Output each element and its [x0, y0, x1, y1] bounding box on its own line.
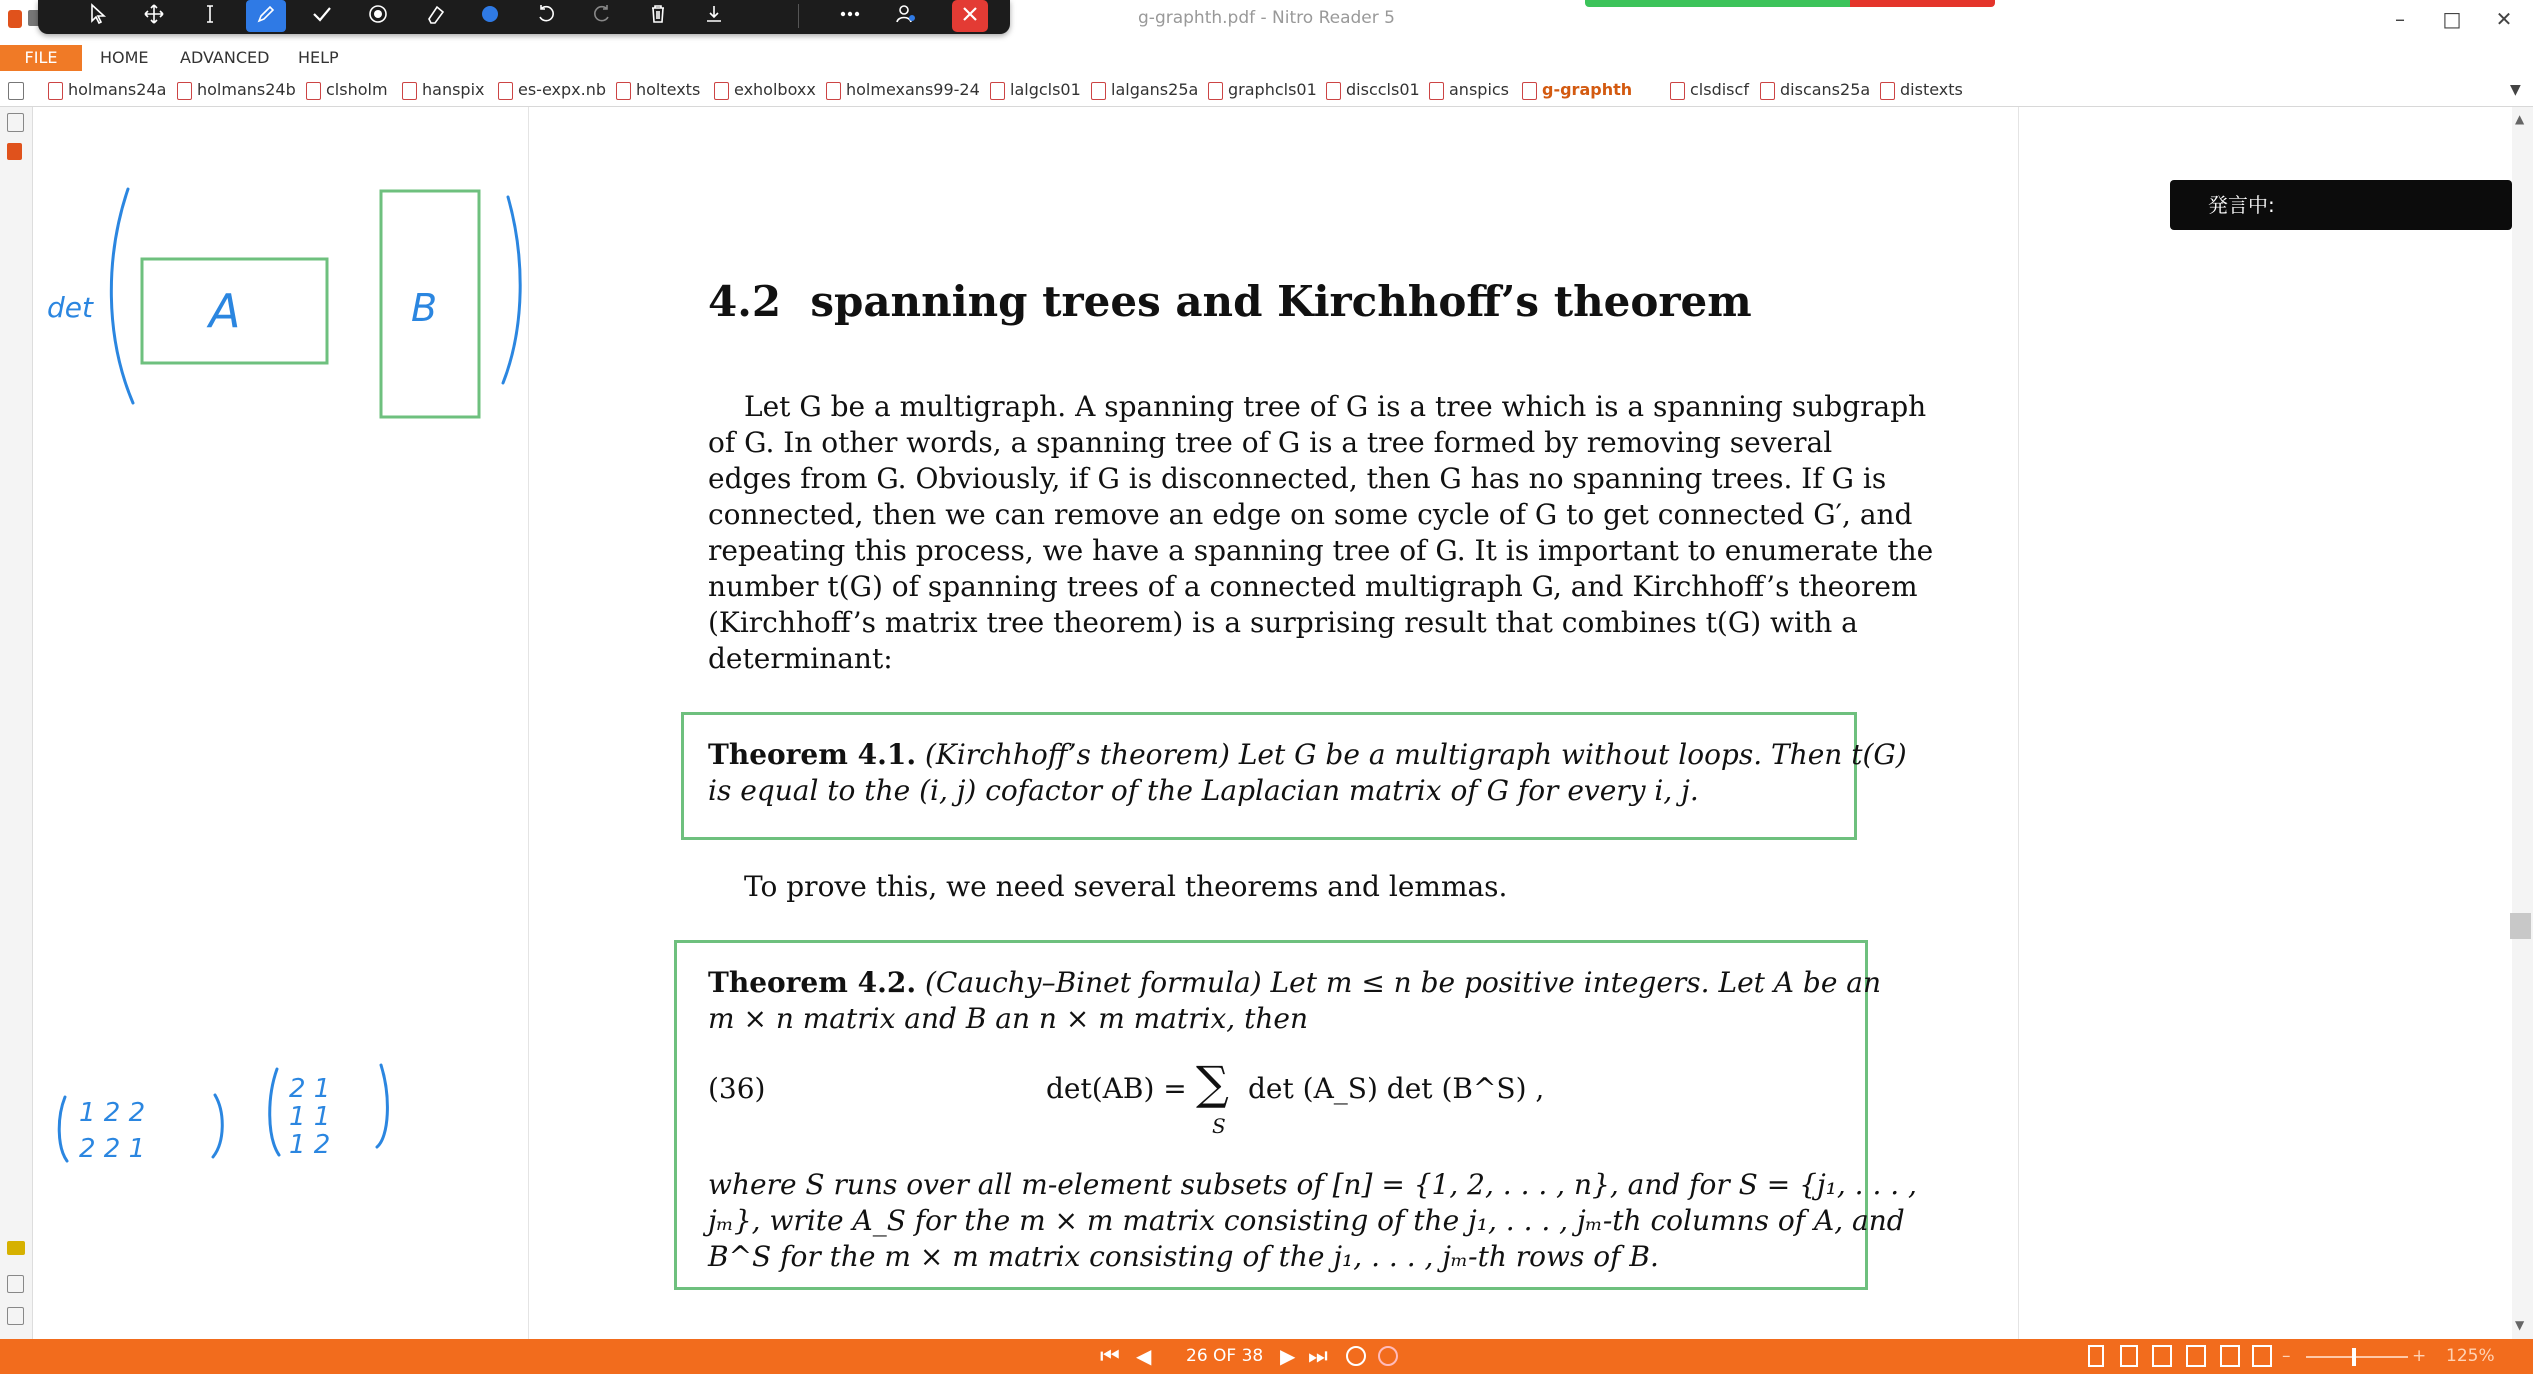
- paragraph-line: determinant:: [708, 642, 893, 675]
- previous-page-icon[interactable]: ◀: [1136, 1344, 1152, 1368]
- page-indicator[interactable]: 26 OF 38: [1186, 1346, 1264, 1366]
- tab-list-icon[interactable]: [8, 82, 24, 100]
- fit-page-icon[interactable]: [2252, 1345, 2272, 1367]
- theorem-4-1-label: Theorem 4.1.: [708, 738, 917, 771]
- back-view-icon[interactable]: [1346, 1346, 1366, 1366]
- tab-holmans24b[interactable]: holmans24b: [173, 78, 296, 102]
- continuous-view-icon[interactable]: [2120, 1345, 2138, 1367]
- eraser-icon[interactable]: [414, 0, 454, 32]
- paragraph-line: (Kirchhoff’s matrix tree theorem) is a surprising result that combines t(G) with a: [708, 606, 1858, 639]
- zoom-slider-track[interactable]: [2306, 1356, 2408, 1358]
- speaking-indicator: 発言中:: [2170, 180, 2512, 230]
- paragraph-line: number t(G) of spanning trees of a connected multigraph G, and Kirchhoff’s theorem: [708, 570, 1918, 603]
- tab-lalgans25a[interactable]: lalgans25a: [1087, 78, 1198, 102]
- tab-exholboxx[interactable]: exholboxx: [710, 78, 816, 102]
- tab-holtexts[interactable]: holtexts: [612, 78, 700, 102]
- tab-lalgcls01[interactable]: lalgcls01: [986, 78, 1081, 102]
- app-logo-icon: [8, 10, 22, 28]
- theorem-4-2-line5: B^S for the m × m matrix consisting of the j₁, . . . , jₘ-th rows of B.: [708, 1240, 1659, 1273]
- delete-icon[interactable]: [638, 0, 678, 32]
- two-page-continuous-icon[interactable]: [2186, 1345, 2206, 1367]
- layers-panel-icon[interactable]: [7, 1307, 24, 1325]
- right-paren-stroke: [503, 197, 520, 383]
- handwritten-annotations: [33, 107, 528, 1339]
- zoom-level[interactable]: 125%: [2446, 1346, 2495, 1366]
- download-icon[interactable]: [694, 0, 734, 32]
- zoom-slider-thumb[interactable]: [2352, 1348, 2356, 1366]
- two-page-view-icon[interactable]: [2152, 1345, 2172, 1367]
- maximize-button[interactable]: □: [2442, 7, 2462, 31]
- close-window-button[interactable]: ✕: [2495, 7, 2513, 31]
- theorem-4-2-line3: where S runs over all m-element subsets of [n] = {1, 2, . . . , n}, and for S = {j₁, . . . ,: [708, 1168, 1917, 1201]
- checkmark-icon[interactable]: [302, 0, 342, 32]
- section-heading: [708, 277, 1752, 326]
- equation-number: (36): [708, 1072, 766, 1105]
- more-icon[interactable]: [830, 0, 870, 32]
- annotation-a: A: [209, 284, 241, 338]
- tab-disccls01[interactable]: disccls01: [1322, 78, 1420, 102]
- annotation-matrix-left-row1: 1 2 2: [79, 1098, 146, 1128]
- fit-width-icon[interactable]: [2220, 1345, 2240, 1367]
- document-tab-bar: [0, 74, 2533, 107]
- progress-red: [1850, 0, 1995, 7]
- menu-file[interactable]: FILE: [0, 45, 82, 71]
- tab-anspics[interactable]: anspics: [1425, 78, 1509, 102]
- stamp-icon[interactable]: [358, 0, 398, 32]
- scrollbar-thumb[interactable]: [2510, 913, 2531, 939]
- zoom-in-button[interactable]: +: [2412, 1346, 2427, 1366]
- user-share-icon[interactable]: [886, 0, 926, 32]
- annotation-matrix-right-row2: 1 1: [289, 1102, 331, 1132]
- equation-sum-symbol: ∑: [1196, 1056, 1229, 1110]
- status-bar: [0, 1339, 2533, 1374]
- attachments-panel-icon[interactable]: [7, 1275, 24, 1293]
- theorem-4-1-line1: [708, 738, 1907, 771]
- zoom-out-button[interactable]: –: [2282, 1346, 2291, 1366]
- right-margin-area: [2018, 107, 2513, 1339]
- equation-sum-subscript: S: [1212, 1114, 1226, 1138]
- paragraph-line: connected, then we can remove an edge on some cycle of G to get connected G′, and: [708, 498, 1913, 531]
- theorem-4-2-label: Theorem 4.2.: [708, 966, 917, 999]
- paragraph-line: repeating this process, we have a spanning tree of G. It is important to enumerate the: [708, 534, 1934, 567]
- bookmarks-panel-icon[interactable]: [7, 143, 22, 160]
- theorem-4-2-line1: [708, 966, 1882, 999]
- tab-holmexans99-24[interactable]: holmexans99-24: [822, 78, 980, 102]
- tab-holmans24a[interactable]: holmans24a: [44, 78, 166, 102]
- pen-tool-icon[interactable]: [246, 0, 286, 32]
- select-arrow-icon[interactable]: [78, 0, 118, 32]
- equation-rhs: det (A_S) det (B^S) ,: [1248, 1072, 1545, 1105]
- paragraph-line: of G. In other words, a spanning tree of G is a tree formed by removing several: [708, 426, 1833, 459]
- toolbar-divider: [798, 4, 799, 28]
- first-page-icon[interactable]: ⏮: [1100, 1344, 1120, 1369]
- theorem-4-2-text: (Cauchy–Binet formula) Let m ≤ n be positive integers. Let A be an: [925, 966, 1882, 999]
- theorem-4-1-line2: is equal to the (i, j) cofactor of the Laplacian matrix of G for every i, j.: [708, 774, 1699, 807]
- annotation-matrix-right-row1: 2 1: [289, 1074, 331, 1104]
- undo-icon[interactable]: [526, 0, 566, 32]
- scroll-down-icon[interactable]: ▼: [2515, 1318, 2525, 1332]
- section-title: spanning trees and Kirchhoff’s theorem: [810, 277, 1752, 326]
- tab-g-graphth[interactable]: g-graphth: [1518, 78, 1632, 102]
- forward-view-icon[interactable]: [1378, 1346, 1398, 1366]
- paragraph-line: Let G be a multigraph. A spanning tree of G is a tree which is a spanning subgraph: [744, 390, 1927, 423]
- paragraph-line: edges from G. Obviously, if G is disconnected, then G has no spanning trees. If G is: [708, 462, 1887, 495]
- progress-green: [1585, 0, 1850, 7]
- annotation-toolbar: [38, 0, 1010, 34]
- annotation-b: B: [411, 286, 438, 330]
- theorem-4-1-text: (Kirchhoff’s theorem) Let G be a multigraph without loops. Then t(G): [925, 738, 1907, 771]
- text-cursor-icon[interactable]: [190, 0, 230, 32]
- last-page-icon[interactable]: ⏭: [1308, 1344, 1328, 1369]
- next-page-icon[interactable]: ▶: [1280, 1344, 1296, 1368]
- annotation-matrix-right-row3: 1 2: [289, 1130, 331, 1160]
- tab-clsholm[interactable]: clsholm: [302, 78, 388, 102]
- menu-bar: [0, 45, 2533, 71]
- pages-panel-icon[interactable]: [7, 113, 24, 132]
- tab-clsdiscf[interactable]: clsdiscf: [1666, 78, 1749, 102]
- left-paren-stroke: [111, 189, 133, 403]
- scroll-up-icon[interactable]: ▲: [2515, 112, 2525, 126]
- annotation-matrix-left-row2: 2 2 1: [79, 1134, 146, 1164]
- tab-es-expx[interactable]: es-expx.nb: [494, 78, 606, 102]
- section-number: 4.2: [708, 277, 782, 326]
- move-icon[interactable]: [134, 0, 174, 32]
- vertical-scrollbar[interactable]: [2512, 107, 2533, 1339]
- single-page-view-icon[interactable]: [2088, 1345, 2104, 1367]
- color-picker-icon[interactable]: [470, 0, 510, 32]
- tab-distexts[interactable]: distexts: [1876, 78, 1963, 102]
- minimize-button[interactable]: –: [2395, 7, 2405, 31]
- close-toolbar-icon[interactable]: [952, 0, 988, 32]
- theorem-4-2-line2: m × n matrix and B an n × m matrix, then: [708, 1002, 1308, 1035]
- tab-hanspix[interactable]: hanspix: [398, 78, 485, 102]
- menu-home[interactable]: HOME: [100, 48, 149, 67]
- comments-panel-icon[interactable]: [7, 1241, 25, 1255]
- redo-icon[interactable]: [582, 0, 622, 32]
- menu-advanced[interactable]: ADVANCED: [180, 48, 270, 67]
- theorem-4-2-line4: jₘ}, write A_S for the m × m matrix consisting of the j₁, . . . , jₘ-th columns of A, and: [708, 1204, 1905, 1237]
- menu-help[interactable]: HELP: [298, 48, 339, 67]
- equation-lhs: det(AB) =: [1046, 1072, 1187, 1105]
- tab-graphcls01[interactable]: graphcls01: [1204, 78, 1317, 102]
- annotation-det: det: [47, 291, 93, 324]
- tab-overflow-icon[interactable]: ▼: [2510, 82, 2521, 98]
- tab-discans25a[interactable]: discans25a: [1756, 78, 1870, 102]
- left-rail: [0, 107, 33, 1339]
- proof-intro: To prove this, we need several theorems and lemmas.: [744, 870, 1508, 903]
- window-title: g-graphth.pdf - Nitro Reader 5: [1138, 8, 1395, 28]
